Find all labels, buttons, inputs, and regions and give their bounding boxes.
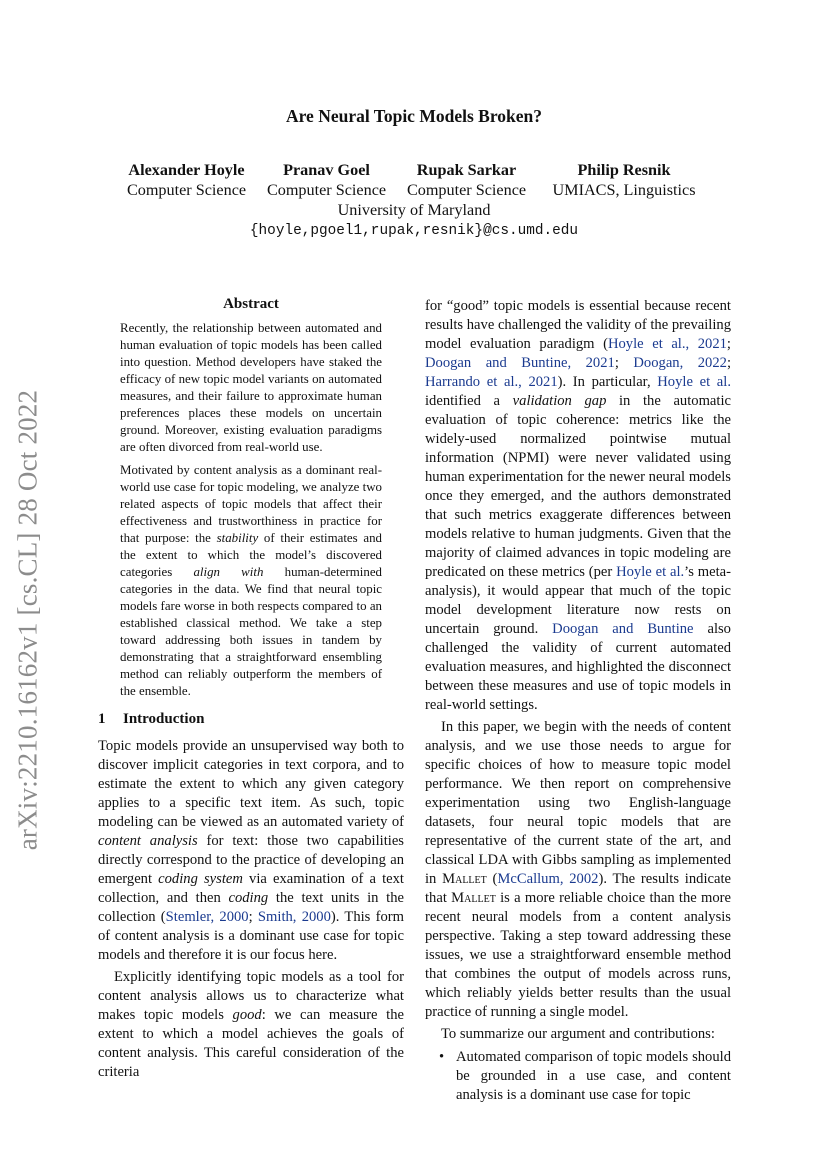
author-2	[257, 160, 397, 200]
abstract-heading: Abstract	[223, 296, 279, 312]
abstract-section	[98, 295, 404, 700]
author-name: Philip Resnik	[577, 161, 671, 179]
author-dept: Computer Science	[406, 181, 527, 199]
paper-title: Are Neural Topic Models Broken?	[285, 106, 543, 126]
citation-link[interactable]: Hoyle et al.	[616, 564, 685, 580]
author-block	[0, 160, 828, 241]
section-heading-introduction: 1 Introduction	[98, 711, 205, 727]
citation-link[interactable]: Hoyle et al.	[657, 374, 731, 390]
right-paragraph-1: for “good” topic models is essential because recent results have challenged the validity of the prevailing model evaluation paradigm (Hoyle et al., 2021; Doogan and Buntine, 2021; Doogan, 2022; Harrando et al., 2021). In particular, Hoyle et al. identified a validation gap in the automatic evaluation of topic coherence: metrics like the widely-used normalized pointwise mutual information (NPMI) were never validated using human experimentation for the newer neural models once they emerged, and the authors demonstrated that such metrics exaggerate differences between models relative to human judgments. Given that the majority of claimed advances in topic modeling are predicated on these metrics (per Hoyle et al.’s meta-analysis), it would appear that much of the topic model development literature now rests on uncertain ground. Doogan and Buntine also challenged the validity of current automated evaluation measures, and highlighted the disconnect between these measures and use of topic models in real-world settings.	[425, 298, 731, 713]
author-4	[537, 160, 712, 200]
citation-link[interactable]: Doogan and Buntine	[552, 621, 694, 637]
author-dept: Computer Science	[266, 181, 387, 199]
author-emails: {hoyle,pgoel1,rupak,resnik}@cs.umd.edu	[249, 223, 579, 239]
right-paragraph-2: In this paper, we begin with the needs of content analysis, and we use those needs to argue for specific choices of how to measure topic model performance. We then report on comprehensive experimentation using two English-language datasets, four neural topic models that are representative of the current state of the art, and classical LDA with Gibbs sampling as implemented in Mallet (McCallum, 2002). The results indicate that Mallet is a more reliable choice than the more recent neural models from a content analysis perspective. Taking a step toward addressing these issues, we use a straightforward ensemble method that combines the output of models across runs, which reliably yields better results than the usual practice of running a single model.	[425, 719, 731, 1020]
abstract-paragraph-2: Motivated by content analysis as a dominant real-world use case for topic modeling, we analyze two related aspects of topic models that affect their effectiveness and trustworthiness in practice for that purpose: the stability of their estimates and the extent to which the model’s discovered categories align with human-determined categories in the data. We find that neural topic models fare worse in both respects compared to an established classical method. We take a step toward addressing both issues in tandem by demonstrating that a straightforward ensembling method can reliably outperform the members of the ensemble.	[120, 463, 383, 698]
author-1	[117, 160, 257, 200]
arxiv-stamp-text: arXiv:2210.16162v1 [cs.CL] 28 Oct 2022	[12, 389, 43, 851]
arxiv-sidebar-stamp	[8, 360, 48, 880]
author-name: Alexander Hoyle	[128, 161, 245, 179]
citation-link[interactable]: Harrando et al., 2021	[425, 374, 558, 390]
citation-link[interactable]: Doogan, 2022	[633, 355, 727, 371]
author-row	[0, 160, 828, 200]
institution: University of Maryland	[337, 201, 491, 219]
umiacs-label: UMIACS	[552, 181, 616, 199]
citation-link[interactable]: Hoyle et al., 2021	[607, 336, 727, 352]
right-paragraph-3: To summarize our argument and contributions:	[441, 1026, 715, 1042]
author-name: Rupak Sarkar	[416, 161, 517, 179]
contributions-list	[425, 1048, 731, 1105]
author-3	[397, 160, 537, 200]
citation-link[interactable]: McCallum, 2002	[497, 871, 599, 887]
left-column	[98, 295, 404, 1085]
citation-link[interactable]: Smith, 2000	[257, 909, 331, 925]
author-dept: Computer Science	[126, 181, 247, 199]
abstract-paragraph-1: Recently, the relationship between automated and human evaluation of topic models has been called into question. Method developers have staked the efficacy of new topic model variants on automated measures, and their failure to approximate human preferences places these models on uncertain ground. Moreover, existing evaluation paradigms are often divorced from real-world use.	[120, 321, 382, 454]
intro-paragraph-1: Topic models provide an unsupervised way both to discover implicit categories in text corpora, and to estimate the extent to which any given category applies to a specific text item. As such, topic modeling can be viewed as an automated variety of content analysis for text: those two capabilities directly correspond to the practice of developing an emergent coding system via examination of a text collection, and then coding the text units in the collection (Stemler, 2000; Smith, 2000). This form of content analysis is a dominant use case for topic models and therefore it is our focus here.	[98, 738, 405, 963]
list-item: • Automated comparison of topic models should be grounded in a use case, and content analysis is a dominant use case for topic	[439, 1048, 731, 1105]
intro-paragraph-2: Explicitly identifying topic models as a tool for content analysis allows us to characterize what makes topic models good: we can measure the extent to which a model achieves the goals of content analysis. This careful consideration of the criteria	[98, 969, 404, 1080]
right-column	[425, 297, 731, 1105]
author-dept-suffix: , Linguistics	[615, 181, 696, 199]
citation-link[interactable]: Doogan and Buntine, 2021	[425, 355, 615, 371]
author-dept	[537, 180, 712, 200]
citation-link[interactable]: Stemler, 2000	[165, 909, 249, 925]
author-name: Pranav Goel	[283, 161, 370, 179]
